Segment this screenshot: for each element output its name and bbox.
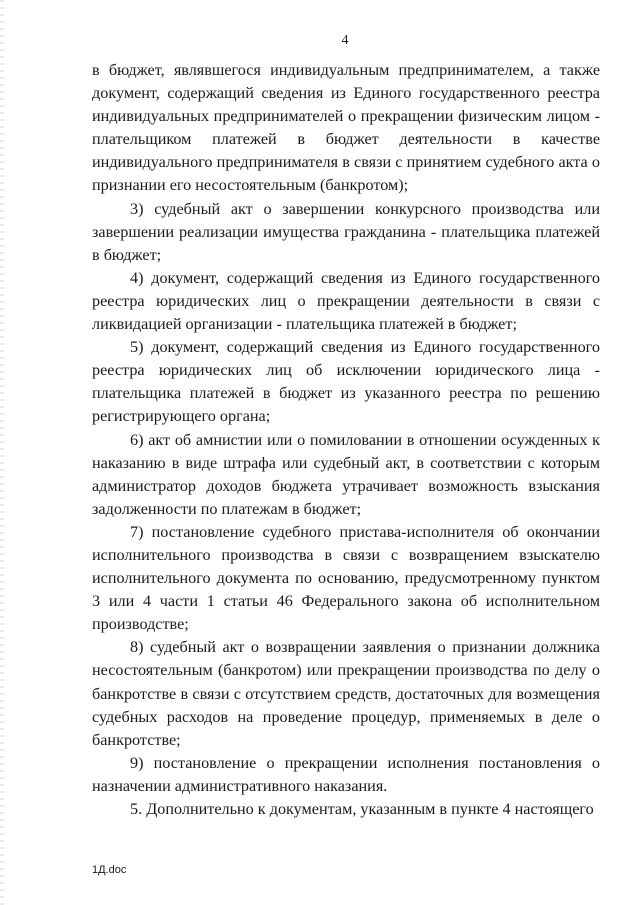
paragraph-section-5: 5. Дополнительно к документам, указанным в пункте 4 настоящего: [130, 800, 594, 818]
page-number: 4: [341, 33, 349, 48]
scan-edge-artifact: [0, 0, 4, 905]
paragraph-item-9: 9) постановление о прекращении исполнения постановления о назначении административного наказания.: [92, 753, 600, 795]
paragraph-item-8: 8) судебный акт о возвращении заявления о признании должника несостоятельным (банкротом) или прекращении производства по делу о банкротстве в связи с отсутствием средств, достаточных для возмещения судебных расходов на проведение процедур, применяемых в деле о банкротстве;: [92, 638, 600, 749]
paragraph-item-6: 6) акт об амнистии или о помиловании в отношении осужденных к наказанию в виде штрафа или судебный акт, в соответствии с которым администратор доходов бюджета утрачивает возможность взыскания задолженности по платежам в бюджет;: [92, 430, 600, 518]
paragraph-item-7: 7) постановление судебного пристава-исполнителя об окончании исполнительного производства в связи с возвращением взыскателю исполнительного документа по основанию, предусмотренному пунктом 3 или 4 части 1 статьи 46 Федерального закона об исполнительном производстве;: [92, 522, 600, 634]
document-body: [92, 59, 600, 821]
paragraph-item-5: 5) документ, содержащий сведения из Единого государственного реестра юридических лиц об исключении юридического лица - плательщика платежей в бюджет из указанного реестра по решению регистрирующего органа;: [92, 338, 600, 426]
paragraph-continuation: в бюджет, являвшегося индивидуальным предпринимателем, а также документ, содержащий сведения из Единого государственного реестра индивидуальных предпринимателей о прекращении физическим лицом - плательщиком платежей в бюджет деятельности в качестве индивидуального предпринимателя в связи с принятием судебного акта о признании его несостоятельным (банкротом);: [92, 61, 600, 195]
paragraph-item-4: 4) документ, содержащий сведения из Единого государственного реестра юридических лиц о прекращении деятельности в связи с ликвидацией организации - плательщика платежей в бюджет;: [92, 268, 600, 334]
paragraph-item-3: 3) судебный акт о завершении конкурсного производства или завершении реализации имущества гражданина - плательщика платежей в бюджет;: [92, 199, 600, 264]
footer-filename: 1Д.doc: [92, 864, 127, 876]
